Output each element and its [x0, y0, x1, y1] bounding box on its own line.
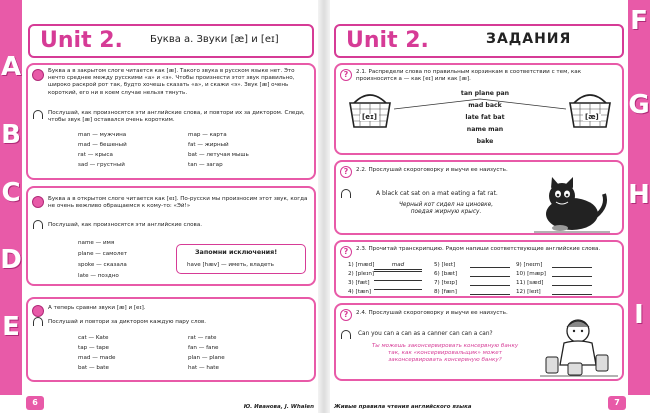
word-pair: plane — самолет [78, 251, 128, 257]
left-alphabet-strip [0, 0, 22, 395]
page-title: ЗАДАНИЯ [486, 31, 572, 47]
word-pair: bat — bate [78, 365, 109, 371]
answer-blank[interactable] [470, 271, 510, 277]
strip-letter: H [628, 180, 650, 210]
strip-letter: A [0, 52, 22, 82]
question-icon: ? [340, 309, 352, 321]
task-2-2-box [334, 160, 624, 235]
task-word-row: name man [466, 126, 504, 133]
word-pair: mad — бешеный [78, 142, 127, 148]
strip-letter: C [1, 178, 21, 208]
strip-letter: D [0, 245, 22, 275]
headphones-icon [341, 189, 351, 198]
question-icon: ? [340, 69, 352, 81]
word-pair: name — имя [78, 240, 115, 246]
answer-blank[interactable] [470, 262, 510, 268]
left-page [22, 0, 318, 413]
transcription-item: 5) [leɪt] [434, 262, 456, 268]
exception-word: have [hæv] — иметь, владеть [187, 262, 274, 268]
word-pair: spoke — сказала [78, 262, 127, 268]
word-pair: fan — fane [188, 345, 219, 351]
strip-letter: F [630, 6, 648, 36]
headphones-icon [33, 220, 43, 229]
canner-illustration [540, 315, 618, 379]
right-alphabet-strip [628, 0, 650, 395]
tongue-twister-english: A black cat sat on a mat eating a fat rat. [376, 190, 498, 197]
strip-letter: G [628, 90, 650, 120]
answer-blank[interactable] [470, 289, 510, 295]
transcription-item: 8) [fæn] [434, 289, 457, 295]
page-number: 7 [608, 396, 626, 410]
transcription-item: 7) [teɪp] [434, 280, 458, 286]
word-pair: rat — rate [188, 335, 217, 341]
word-pair: bat — летучая мышь [188, 152, 249, 158]
basket-icon [566, 89, 614, 129]
page-number: 6 [26, 396, 44, 410]
answer-blank[interactable] [374, 289, 422, 290]
answer-blank[interactable] [552, 262, 592, 268]
word-pair: man — мужчина [78, 132, 127, 138]
headphones-icon [341, 330, 351, 339]
word-pair: tap — tape [78, 345, 109, 351]
word-pair: plan — plane [188, 355, 225, 361]
word-pair: fat — жирный [188, 142, 229, 148]
rule-box-ae [26, 63, 316, 180]
word-pair: hat — hate [188, 365, 219, 371]
right-page [330, 0, 628, 413]
task-text: 2.1. Распредели слова по правильным корзинкам в соответствии с тем, как произносится a — как [eɪ] или как [æ]. [356, 69, 582, 83]
tongue-twister-russian: Ты можешь законсервировать консервную банку так, как «консервировальщик» может законсервировать консервную банку? [371, 343, 519, 364]
basket-label-ei: [eɪ] [362, 113, 377, 121]
answer-blank[interactable] [552, 271, 592, 277]
bullet-icon [32, 69, 44, 81]
task-text: 2.3. Прочитай транскрипцию. Рядом напиши соответствующие английские слова. [356, 246, 601, 252]
word-pair: mad — made [78, 355, 116, 361]
task-2-3-box [334, 240, 624, 298]
rule-text: А теперь сравни звуки [æ] и [eɪ]. [48, 305, 146, 311]
task-text: 2.2. Прослушай скороговорку и выучи ее наизусть. [356, 167, 508, 173]
question-icon: ? [340, 246, 352, 258]
headphones-icon [33, 110, 43, 119]
rule-text: Буква a в открытом слоге читается как [eɪ]. По-русски мы произносим этот звук, когда не очень вежливо обращаемся к кому-то: «Эй!» [48, 196, 308, 210]
transcription-item: 6) [bæt] [434, 271, 458, 277]
word-pair: late — поздно [78, 273, 119, 279]
word-pair: sad — грустный [78, 162, 125, 168]
answer-blank[interactable] [374, 271, 422, 272]
instruction-text: Послушай и повтори за диктором каждую пару слов. [48, 319, 207, 325]
right-page-header [334, 24, 624, 58]
transcription-item: 10) [mæp] [516, 271, 546, 277]
exceptions-box [176, 244, 306, 274]
transcription-item: 1) [mæd] [348, 262, 375, 268]
transcription-item: 3) [fæt] [348, 280, 370, 286]
page-title: Буква a. Звуки [æ] и [eɪ] [150, 34, 279, 45]
basket-label-ae: [æ] [585, 113, 599, 121]
unit-title: Unit 2. [346, 28, 429, 53]
compare-box [26, 297, 316, 382]
tongue-twister-russian: Черный кот сидел на циновке, поедая жирную крысу. [398, 202, 494, 216]
task-word-row: mad back [468, 102, 502, 109]
question-icon: ? [340, 166, 352, 178]
word-pair: map — карта [188, 132, 227, 138]
transcription-item: 9) [neɪm] [516, 262, 543, 268]
headphones-icon [33, 317, 43, 326]
rule-text: Буква a в закрытом слоге читается как [æ]. Такого звука в русском языке нет. Это нечто среднее между русскими «а» и «э». Чтобы произнести этот звук правильно, широко раскрой рот так, будто хочешь сказать «а», и скажи «э». Звук [æ] очень короткий, его ни в коем случае нельзя тянуть. [48, 68, 295, 96]
strip-letter: I [634, 300, 644, 330]
left-page-header [28, 24, 314, 58]
transcription-item: 4) [tæn] [348, 289, 372, 295]
rule-box-ei [26, 186, 316, 286]
answer-blank[interactable]: mad [374, 262, 422, 270]
book-gutter [318, 0, 330, 413]
task-2-1-box [334, 63, 624, 155]
task-text: 2.4. Прослушай скороговорку и выучи ее наизусть. [356, 310, 508, 316]
exceptions-title: Запомни исключения! [195, 248, 278, 256]
bullet-icon [32, 196, 44, 208]
answer-blank[interactable] [552, 289, 592, 295]
unit-title: Unit 2. [40, 28, 123, 53]
task-word-row: tan plane pan [460, 90, 510, 97]
instruction-text: Послушай, как произносятся эти английские слова. [48, 222, 203, 228]
task-word-row: late fat bat [465, 114, 505, 121]
page-footer: Живые правила чтения английского языка [334, 404, 472, 410]
task-word-row: bake [476, 138, 494, 145]
word-pair: cat — Kate [78, 335, 109, 341]
page-footer: Ю. Иванова, J. Whalen [243, 404, 314, 410]
word-pair: tan — загар [188, 162, 223, 168]
tongue-twister-english: Can you can a can as a canner can can a can? [358, 331, 493, 337]
bullet-icon [32, 305, 44, 317]
transcription-item: 12) [leɪt] [516, 289, 541, 295]
basket-icon [346, 89, 394, 129]
answer-blank[interactable] [552, 280, 592, 286]
word-pair: rat — крыса [78, 152, 113, 158]
answer-blank[interactable] [470, 280, 510, 286]
strip-letter: B [1, 120, 21, 150]
transcription-item: 11) [sæd] [516, 280, 544, 286]
strip-letter: E [2, 312, 20, 342]
cat-illustration [532, 176, 612, 234]
answer-blank[interactable] [374, 280, 422, 281]
transcription-item: 2) [pleɪn] [348, 271, 375, 277]
task-2-4-box [334, 303, 624, 381]
instruction-text: Послушай, как произносятся эти английские слова, и повтори их за диктором. Следи, чтобы звук [æ] оставался очень коротким. [48, 110, 305, 124]
